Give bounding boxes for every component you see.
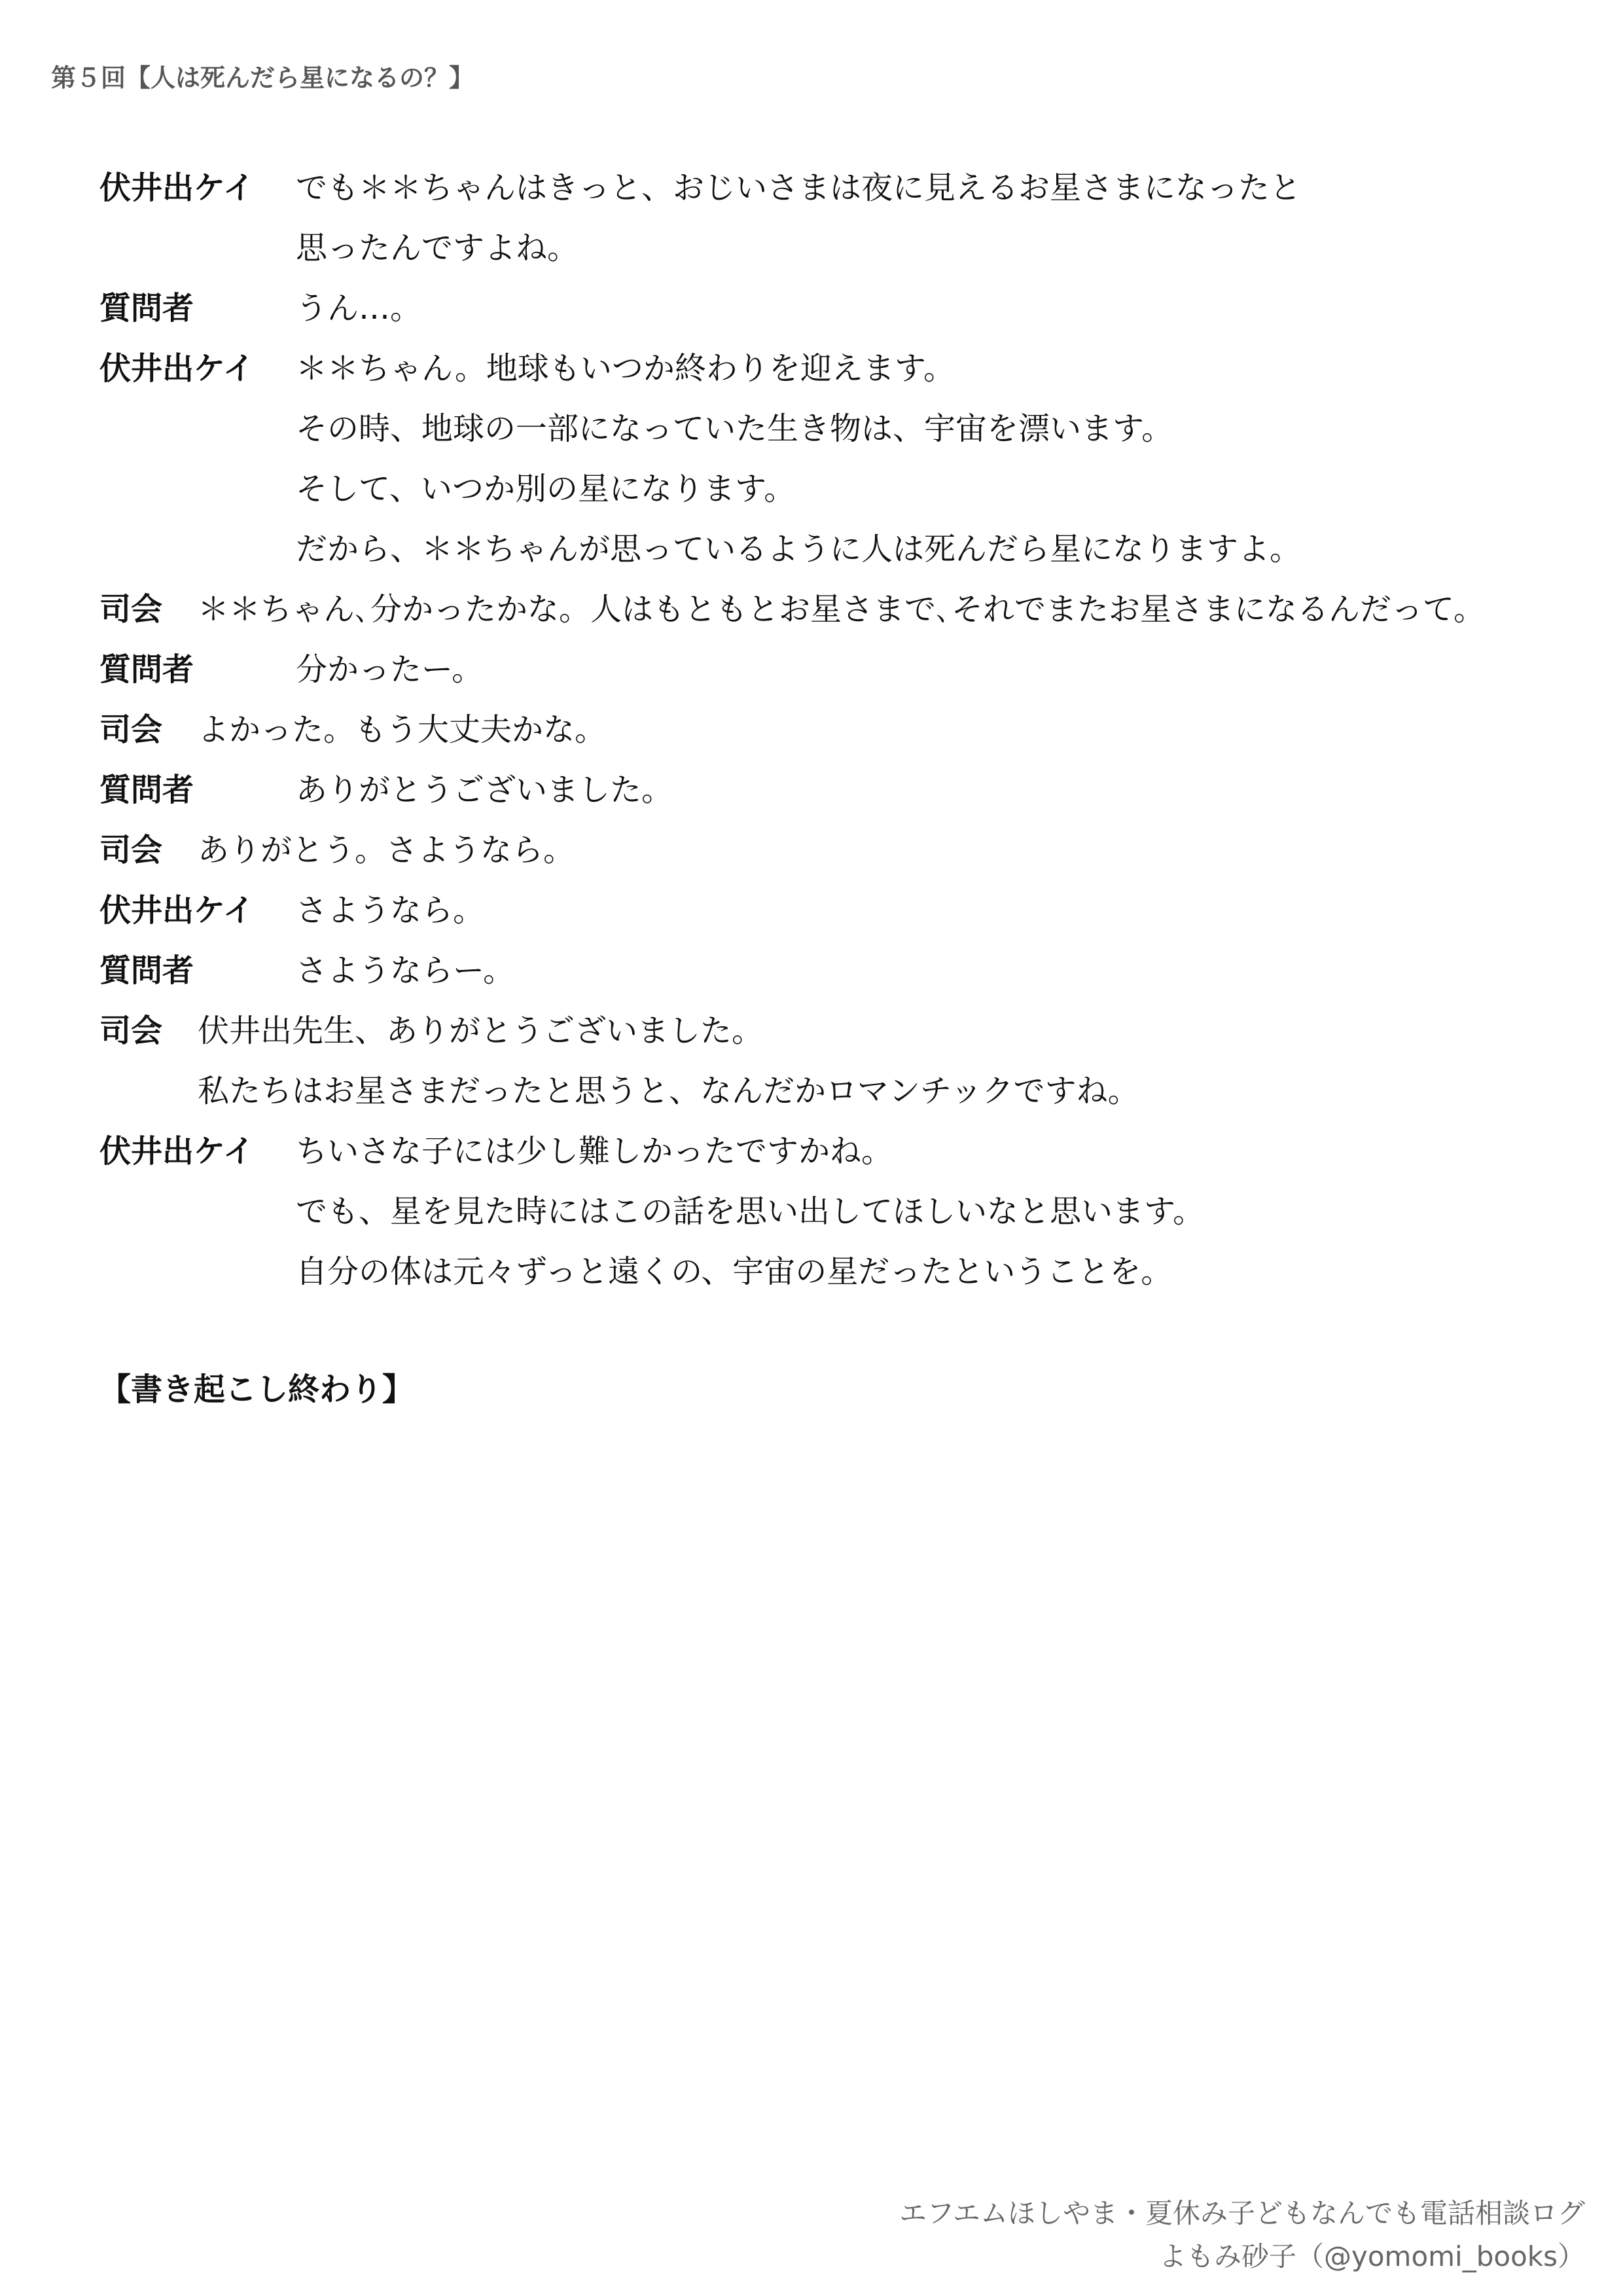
transcript-end-mark: 【書き起こし終わり】 — [99, 1371, 414, 1408]
dialogue-text: だから、＊＊ちゃんが思っているように人は死んだら星になりますよ。 — [296, 531, 1302, 567]
dialogue-text: 伏井出先生、ありがとうございました。 — [198, 1013, 764, 1049]
transcript-line — [99, 590, 1578, 650]
speaker-label: 司会 — [99, 591, 163, 628]
dialogue-text: さようならー。 — [296, 952, 515, 989]
footer-series-title: エフエムほしやま・夏休み子どもなんでも電話相談ログ — [899, 2197, 1585, 2229]
dialogue-text: そして、いつか別の星になります。 — [296, 471, 796, 507]
footer-author: よもみ砂子（@yomomi_books） — [1158, 2240, 1585, 2272]
dialogue-text: 思ったんですよね。 — [296, 230, 579, 266]
speaker-label: 質問者 — [99, 772, 194, 808]
dialogue-text: 私たちはお星さまだったと思うと、なんだかロマンチックですね。 — [198, 1073, 1139, 1109]
speaker-label: 司会 — [99, 832, 163, 869]
transcript-line — [99, 349, 1578, 409]
speaker-label: 伏井出ケイ — [99, 892, 255, 929]
speaker-label: 伏井出ケイ — [99, 170, 255, 206]
speaker-label: 伏井出ケイ — [99, 1133, 255, 1170]
dialogue-text: さようなら。 — [296, 892, 485, 929]
transcript-line — [99, 1192, 1578, 1252]
dialogue-text: ありがとうございました。 — [296, 772, 673, 808]
dialogue-text: ＊＊ちゃん。地球もいつか終わりを迎えます。 — [296, 350, 955, 387]
transcript-line — [99, 289, 1578, 349]
dialogue-text: ＊＊ちゃん､分かったかな。人はもともとお星さまで､それでまたお星さまになるんだって。 — [198, 591, 1486, 628]
transcript-body — [99, 168, 1578, 1312]
transcript-line — [99, 831, 1578, 891]
dialogue-text: でも、星を見た時にはこの話を思い出してほしいなと思います。 — [296, 1193, 1205, 1230]
page-title: 第５回【人は死んだら星になるの？】 — [51, 63, 474, 92]
dialogue-text: よかった。もう大丈夫かな。 — [198, 711, 607, 748]
dialogue-text: うん…。 — [296, 290, 422, 327]
transcript-line — [99, 1252, 1578, 1312]
transcript-line — [99, 710, 1578, 770]
transcript-line — [99, 529, 1578, 590]
speaker-label: 司会 — [99, 711, 163, 748]
transcript-line — [99, 1071, 1578, 1132]
speaker-label: 司会 — [99, 1013, 163, 1049]
transcript-line — [99, 770, 1578, 831]
speaker-label: 質問者 — [99, 952, 194, 989]
transcript-line — [99, 469, 1578, 529]
transcript-line — [99, 1132, 1578, 1192]
transcript-line — [99, 409, 1578, 469]
page-footer — [899, 2194, 1585, 2280]
speaker-label: 伏井出ケイ — [99, 350, 255, 387]
speaker-label: 質問者 — [99, 290, 194, 327]
dialogue-text: 分かったー。 — [296, 651, 484, 688]
speaker-label: 質問者 — [99, 651, 194, 688]
dialogue-text: その時、地球の一部になっていた生き物は、宇宙を漂います。 — [296, 410, 1173, 447]
transcript-line — [99, 650, 1578, 710]
dialogue-text: ありがとう。さようなら。 — [198, 832, 575, 869]
transcript-line — [99, 168, 1578, 228]
dialogue-text: 自分の体は元々ずっと遠くの、宇宙の星だったということを。 — [296, 1253, 1173, 1290]
transcript-line — [99, 228, 1578, 289]
dialogue-text: でも＊＊ちゃんはきっと、おじいさまは夜に見えるお星さまになったと — [296, 170, 1302, 206]
dialogue-text: ちいさな子には少し難しかったですかね。 — [296, 1133, 893, 1170]
transcript-line — [99, 1011, 1578, 1071]
transcript-line — [99, 951, 1578, 1011]
transcript-line — [99, 891, 1578, 951]
